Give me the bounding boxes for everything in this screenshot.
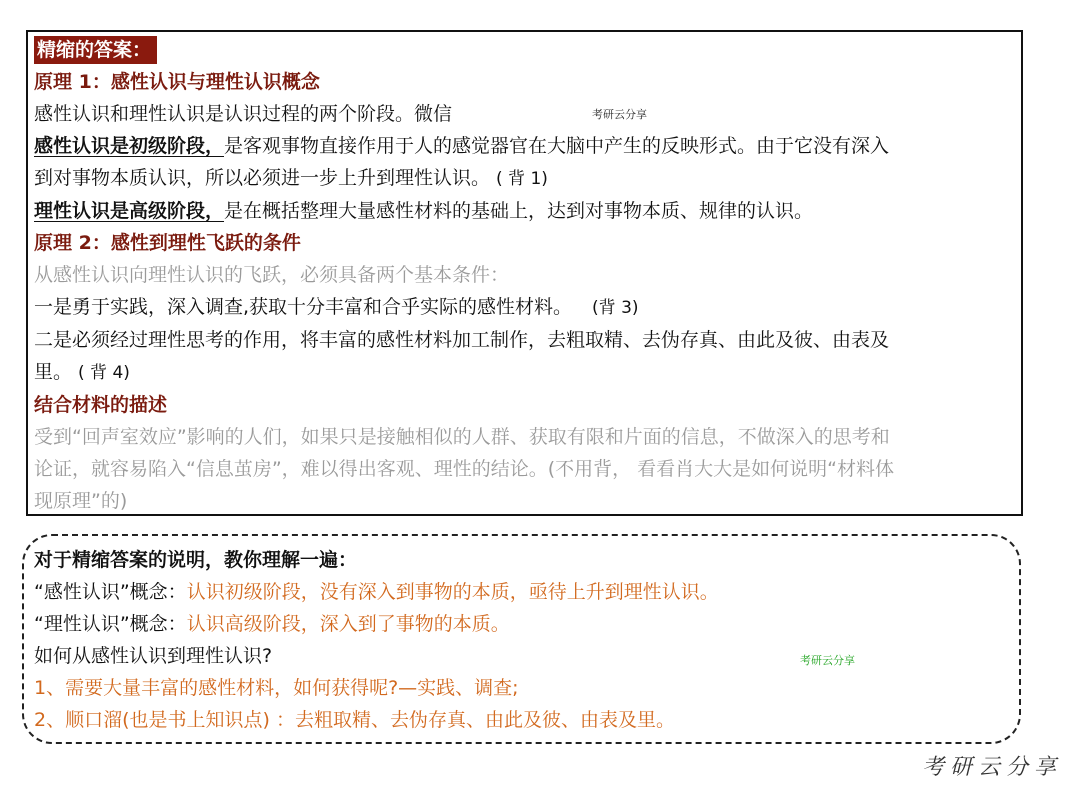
answer-tag: 精缩的答案： bbox=[34, 36, 157, 64]
material-line-3: 现原理”的) bbox=[34, 490, 128, 512]
principle-2-text-4: 里。 bbox=[34, 361, 73, 383]
explanation-line-1 bbox=[34, 576, 1019, 608]
explanation-text-2: 认识高级阶段，深入到了事物的本质。 bbox=[186, 613, 510, 635]
explanation-text-1: 认识初级阶段，没有深入到事物的本质，亟待上升到理性认识。 bbox=[186, 581, 719, 603]
recite-note-1: ( 背 1) bbox=[496, 169, 548, 189]
principle-1-title: 原理 1：感性认识与理性认识概念 bbox=[34, 71, 320, 93]
recite-note-4: ( 背 4) bbox=[78, 363, 130, 383]
explanation-label-2: “理性认识”概念： bbox=[34, 613, 187, 635]
explanation-line-2 bbox=[34, 608, 1019, 640]
principle-2-title: 原理 2：感性到理性飞跃的条件 bbox=[34, 232, 301, 254]
material-title: 结合材料的描述 bbox=[34, 394, 168, 416]
explanation-title: 对于精缩答案的说明，教你理解一遍： bbox=[34, 549, 358, 571]
principle-1-text-3: 到对事物本质认识，所以必须进一步上升到理性认识。 bbox=[34, 167, 491, 189]
explanation-line-3: 如何从感性认识到理性认识? bbox=[34, 645, 273, 667]
perceptual-bold: 感性认识是初级阶段， bbox=[34, 135, 225, 157]
recite-note-3: (背 3) bbox=[592, 298, 639, 318]
watermark-2: 考研云分享 bbox=[800, 654, 855, 667]
principle-1-line-1 bbox=[34, 98, 1021, 130]
material-line-1: 受到“回声室效应”影响的人们，如果只是接触相似的人群、获取有限和片面的信息，不做深入的思考和 bbox=[34, 426, 890, 448]
answer-tag-line bbox=[34, 34, 1021, 66]
principle-1-line-3 bbox=[34, 162, 1021, 195]
explanation-label-1: “感性认识”概念： bbox=[34, 581, 187, 603]
principle-2-line-1: 从感性认识向理性认识的飞跃，必须具备两个基本条件： bbox=[34, 264, 510, 286]
material-line-2: 论证，就容易陷入“信息茧房”，难以得出客观、理性的结论。(不用背， 看看肖大大是如何说明“材料体 bbox=[34, 458, 894, 480]
principle-1-text-4: 是在概括整理大量感性材料的基础上，达到对事物本质、规律的认识。 bbox=[224, 200, 814, 222]
rational-bold: 理性认识是高级阶段， bbox=[34, 200, 225, 222]
principle-1-text-1: 感性认识和理性认识是认识过程的两个阶段。微信 bbox=[34, 103, 453, 125]
explanation-line-5: 2、顺口溜(也是书上知识点) ：去粗取精、去伪存真、由此及彼、由表及里。 bbox=[34, 709, 675, 731]
corner-watermark: 考研云分享 bbox=[921, 755, 1062, 780]
principle-1-line-4 bbox=[34, 195, 1021, 227]
explanation-box bbox=[22, 534, 1021, 744]
principle-1-line-2 bbox=[34, 130, 1021, 162]
answer-box bbox=[26, 30, 1023, 516]
principle-2-line-2 bbox=[34, 291, 1021, 324]
principle-1-text-2: 是客观事物直接作用于人的感觉器官在大脑中产生的反映形式。由于它没有深入 bbox=[224, 135, 890, 157]
principle-2-line-3: 二是必须经过理性思考的作用，将丰富的感性材料加工制作，去粗取精、去伪存真、由此及彼、由表及 bbox=[34, 329, 890, 351]
explanation-line-4: 1、需要大量丰富的感性材料，如何获得呢?—实践、调查; bbox=[34, 677, 519, 699]
principle-2-line-4 bbox=[34, 356, 1021, 389]
watermark-1: 考研云分享 bbox=[592, 108, 647, 121]
principle-2-text-2: 一是勇于实践，深入调查,获取十分丰富和合乎实际的感性材料。 bbox=[34, 296, 573, 318]
